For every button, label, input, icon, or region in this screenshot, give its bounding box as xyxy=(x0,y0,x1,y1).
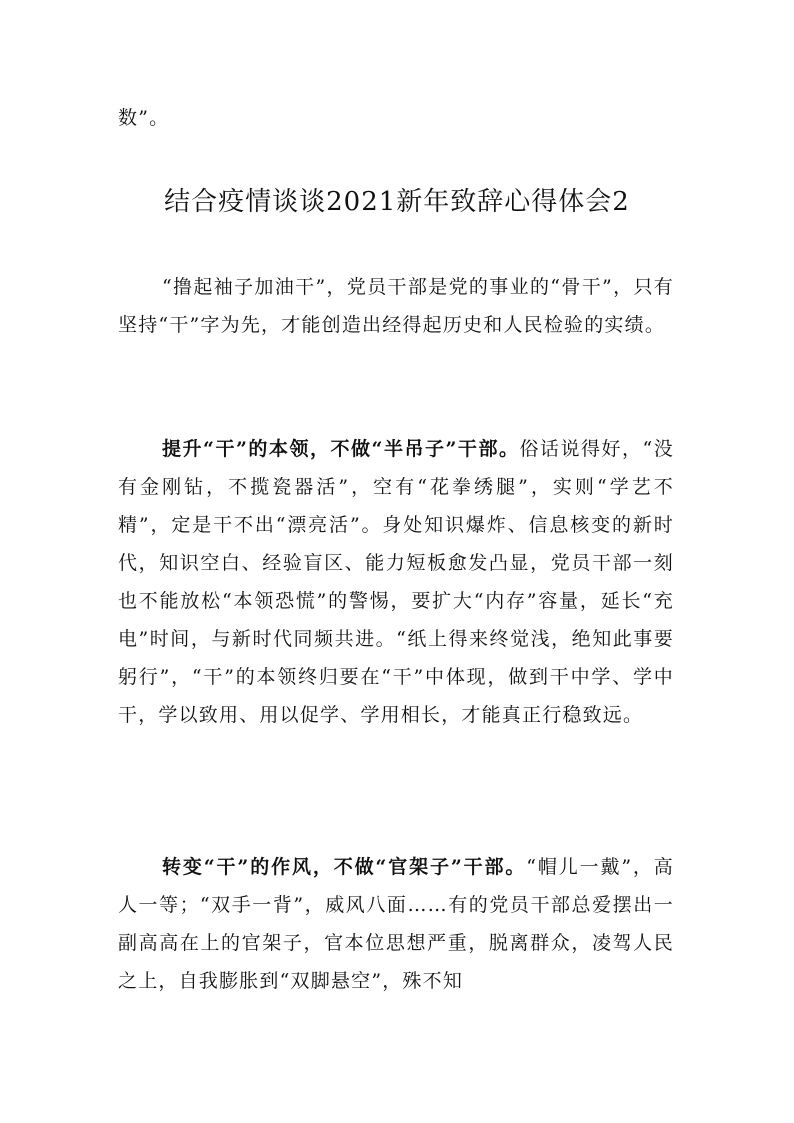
paragraph-style xyxy=(118,848,674,1000)
paragraph-body: “撸起袖子加油干”，党员干部是党的事业的“骨干”，只有坚持“干”字为先，才能创造出经得起历史和人民检验的实绩。 xyxy=(118,276,674,336)
paragraph-skills xyxy=(118,430,674,734)
paragraph-lead-heading: 提升“干”的本领，不做“半吊子”干部。 xyxy=(162,438,520,460)
document-title: 结合疫情谈谈2021新年致辞心得体会2 xyxy=(164,187,630,217)
paragraph-intro xyxy=(118,268,674,344)
paragraph-body: 俗话说得好，“没有金刚钻，不揽瓷器活”，空有“花拳绣腿”，实则“学艺不精”，定是干不出“漂亮活”。身处知识爆炸、信息核变的新时代，知识空白、经验盲区、能力短板愈发凸显，党员干部一刻也不能放松“本领恐慌”的警惕，要扩大“内存”容量，延长“充电”时间，与新时代同频共进。“纸上得来终觉浅，绝知此事要躬行”，“干”的本领终归要在“干”中体现，做到干中学、学中干，学以致用、用以促学、学用相长，才能真正行稳致远。 xyxy=(118,438,674,726)
paragraph-body: “帽儿一戴”，高人一等；“双手一背”，威风八面……有的党员干部总爱摆出一副高高在上的官架子，官本位思想严重，脱离群众，凌驾人民之上，自我膨胀到“双脚悬空”，殊不知 xyxy=(118,856,674,992)
continuation-text: 数”。 xyxy=(118,107,170,129)
paragraph-lead-heading: 转变“干”的作风，不做“官架子”干部。 xyxy=(162,856,527,878)
